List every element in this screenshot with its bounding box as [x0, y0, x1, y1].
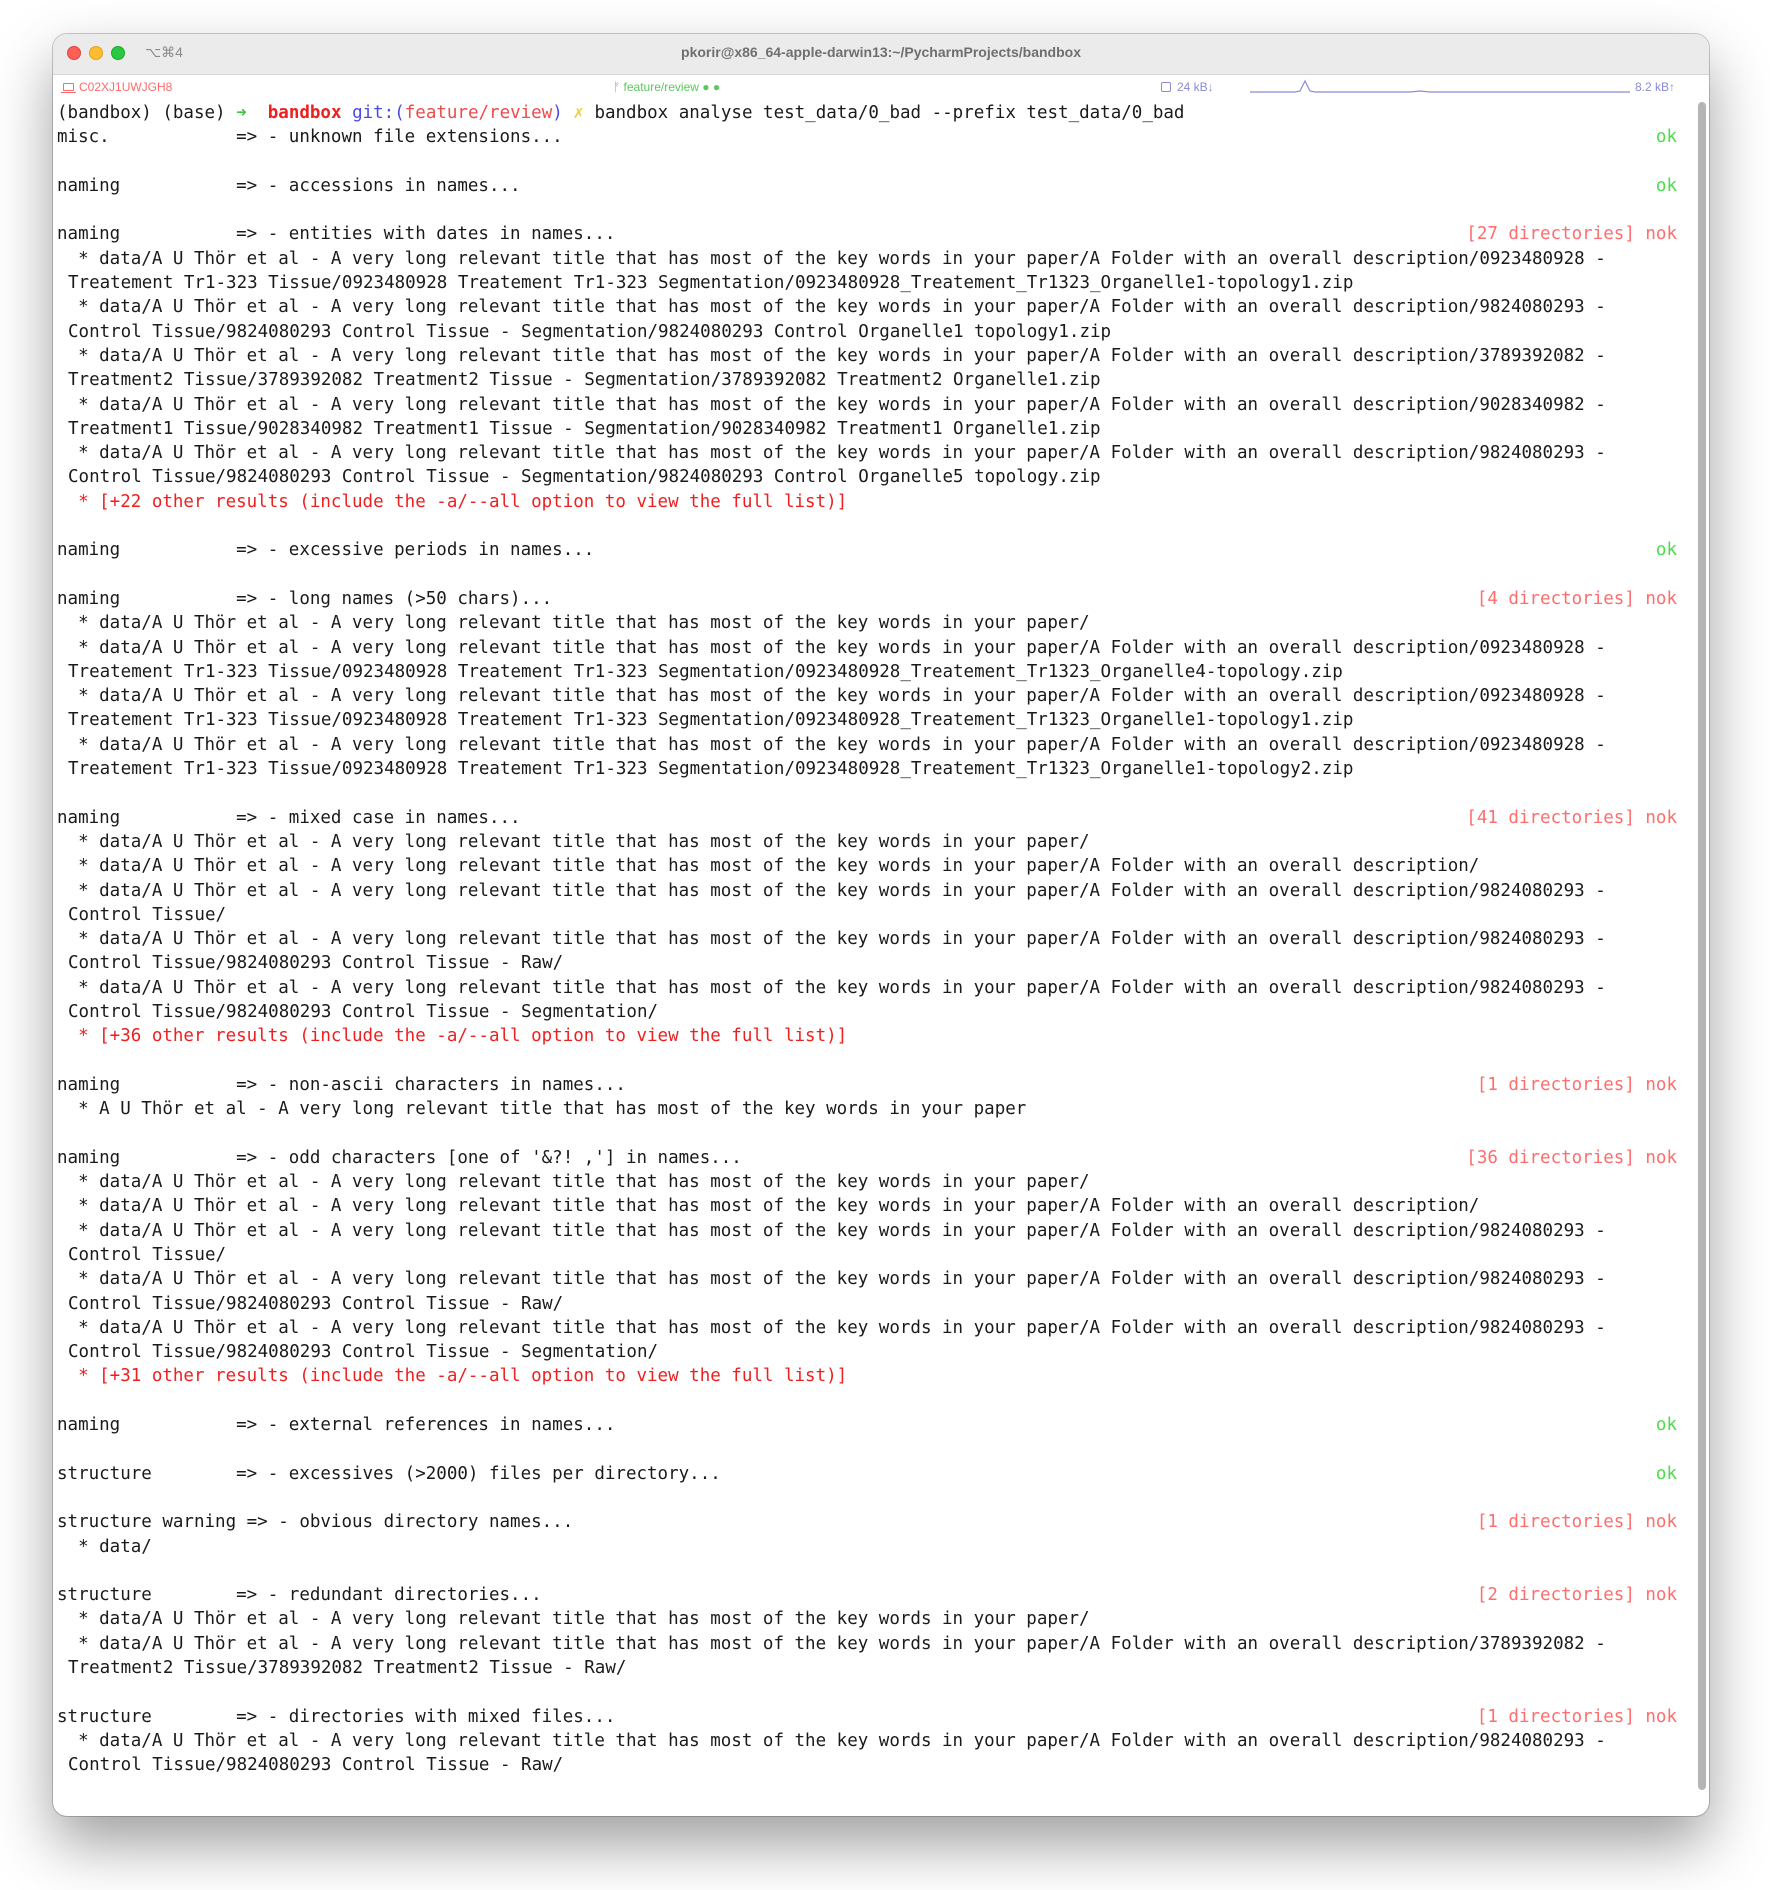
output-text: naming => - external references in names...	[57, 1415, 616, 1436]
output-text: * data/A U Thör et al - A very long relevant title that has most of the key words in your paper/A Folder with an overall description/9824080293 -	[57, 929, 1606, 950]
output-text: Treatement Tr1-323 Tissue/0923480928 Treatement Tr1-323 Segmentation/0923480928_Treatement_Tr1323_Organelle1-topology1.zip	[68, 710, 1354, 731]
output-line	[57, 247, 1677, 271]
output-line	[57, 879, 1677, 903]
prompt-dirty-flag: ✗	[573, 103, 584, 123]
result-status: ok	[1655, 175, 1677, 196]
output-line	[57, 660, 1677, 684]
output-line	[57, 222, 1677, 246]
output-text: Treatement Tr1-323 Tissue/0923480928 Treatement Tr1-323 Segmentation/0923480928_Treatement_Tr1323_Organelle1-topology2.zip	[68, 759, 1354, 780]
output-text: * data/A U Thör et al - A very long relevant title that has most of the key words in your paper/A Folder with an overall description/0923480928 -	[57, 734, 1606, 755]
output-line	[57, 587, 1677, 611]
output-line	[57, 368, 1677, 392]
output-line	[57, 198, 1677, 222]
prompt-git-suffix: )	[552, 103, 563, 123]
output-text: misc. => - unknown file extensions...	[57, 127, 563, 148]
prompt-branch: feature/review	[404, 103, 553, 123]
output-line	[57, 271, 1677, 295]
prompt-command: bandbox analyse test_data/0_bad --prefix test_data/0_bad	[594, 103, 1185, 123]
prompt-git-prefix: git:(	[352, 103, 405, 123]
host-status	[63, 80, 172, 94]
output-line	[57, 1753, 1677, 1777]
host-name: C02XJ1UWJGH8	[79, 80, 173, 94]
output-text: * data/A U Thör et al - A very long relevant title that has most of the key words in your paper/A Folder with an overall description/9824080293 -	[57, 297, 1606, 318]
result-status: ok	[1655, 127, 1677, 148]
output-text: * data/A U Thör et al - A very long relevant title that has most of the key words in your paper/A Folder with an overall description/3789392082 -	[57, 1633, 1606, 1654]
window-shortcut: ⌥⌘4	[145, 44, 183, 60]
output-text: * data/A U Thör et al - A very long relevant title that has most of the key words in your paper/A Folder with an overall description/9824080293 -	[57, 977, 1606, 998]
result-status: [1 directories] nok	[1476, 1706, 1677, 1727]
output-text: * A U Thör et al - A very long relevant title that has most of the key words in your paper	[57, 1099, 1027, 1120]
output-line	[57, 1413, 1677, 1437]
window-title: pkorir@x86_64-apple-darwin13:~/PycharmProjects/bandbox	[681, 44, 1081, 60]
output-text: Treatment2 Tissue/3789392082 Treatment2 Tissue - Segmentation/3789392082 Treatment2 Organelle1.zip	[68, 370, 1101, 391]
output-line	[57, 417, 1677, 441]
output-line	[57, 1535, 1677, 1559]
output-line	[57, 611, 1677, 635]
output-line	[57, 757, 1677, 781]
output-line	[57, 636, 1677, 660]
output-line	[57, 1462, 1677, 1486]
network-up: 8.2 kB↑	[1635, 80, 1676, 94]
output-text: Control Tissue/9824080293 Control Tissue - Raw/	[68, 1755, 564, 1776]
output-line	[57, 684, 1677, 708]
output-text: * data/A U Thör et al - A very long relevant title that has most of the key words in your paper/A Folder with an overall description/0923480928 -	[57, 248, 1606, 269]
output-text: Treatement Tr1-323 Tissue/0923480928 Treatement Tr1-323 Segmentation/0923480928_Treatement_Tr1323_Organelle4-topology.zip	[68, 661, 1343, 682]
output-line	[57, 490, 1677, 514]
output-line	[57, 1656, 1677, 1680]
output-text: * data/A U Thör et al - A very long relevant title that has most of the key words in your paper/	[57, 1172, 1090, 1193]
prompt-dir: bandbox	[267, 103, 342, 123]
output-line	[57, 927, 1677, 951]
laptop-icon	[63, 83, 74, 91]
scrollbar[interactable]	[1698, 102, 1706, 1790]
output-text: * [+36 other results (include the -a/--all option to view the full list)]	[57, 1026, 848, 1047]
output-text: Control Tissue/9824080293 Control Tissue - Segmentation/	[68, 1001, 659, 1022]
output-line	[57, 441, 1677, 465]
output-line	[57, 830, 1677, 854]
output-line	[57, 174, 1677, 198]
output-line	[57, 1705, 1677, 1729]
output-line	[57, 1316, 1677, 1340]
output-text: naming => - odd characters [one of '&?! ,'] in names...	[57, 1147, 742, 1168]
output-text: * data/A U Thör et al - A very long relevant title that has most of the key words in your paper/A Folder with an overall description/9824080293 -	[57, 443, 1606, 464]
result-status: [36 directories] nok	[1466, 1147, 1677, 1168]
output-text: structure warning => - obvious directory names...	[57, 1512, 574, 1533]
output-line	[57, 514, 1677, 538]
output-text: Control Tissue/9824080293 Control Tissue - Segmentation/	[68, 1342, 659, 1363]
output-line	[57, 976, 1677, 1000]
output-line	[57, 1340, 1677, 1364]
output-text: * data/A U Thör et al - A very long relevant title that has most of the key words in your paper/A Folder with an overall description/9824080293 -	[57, 880, 1606, 901]
output-text: naming => - long names (>50 chars)...	[57, 588, 553, 609]
output-text: Treatement Tr1-323 Tissue/0923480928 Treatement Tr1-323 Segmentation/0923480928_Treatement_Tr1323_Organelle1-topology1.zip	[68, 273, 1354, 294]
output-text: Treatment2 Tissue/3789392082 Treatment2 Tissue - Raw/	[68, 1658, 627, 1678]
output-line	[57, 1219, 1677, 1243]
output-text: * data/A U Thör et al - A very long relevant title that has most of the key words in your paper/A Folder with an overall description/9824080293 -	[57, 1220, 1606, 1241]
output-text: naming => - accessions in names...	[57, 175, 521, 196]
output-line	[57, 393, 1677, 417]
network-icon	[1161, 82, 1171, 92]
output-text: * data/A U Thör et al - A very long relevant title that has most of the key words in your paper/	[57, 1609, 1090, 1630]
output-text: * data/A U Thör et al - A very long relevant title that has most of the key words in your paper/A Folder with an overall description/9824080293 -	[57, 1269, 1606, 1290]
output-line	[57, 1097, 1677, 1121]
output-line	[57, 1559, 1677, 1583]
output-text: naming => - entities with dates in names...	[57, 224, 616, 245]
output-line	[57, 1364, 1677, 1388]
output-line	[57, 806, 1677, 830]
output-line	[57, 295, 1677, 319]
output-line	[57, 1073, 1677, 1097]
prompt-line	[57, 101, 1677, 125]
result-status: ok	[1655, 1415, 1677, 1436]
output-line	[57, 1583, 1677, 1607]
output-line	[57, 708, 1677, 732]
result-status: [41 directories] nok	[1466, 807, 1677, 828]
output-text: * data/A U Thör et al - A very long relevant title that has most of the key words in your paper/A Folder with an overall description/9824080293 -	[57, 1317, 1606, 1338]
status-bar	[53, 75, 1709, 99]
result-status: [4 directories] nok	[1476, 588, 1677, 609]
output-text: Control Tissue/9824080293 Control Tissue - Raw/	[68, 1293, 564, 1314]
output-text: structure => - directories with mixed files...	[57, 1706, 616, 1727]
output-text: * data/	[57, 1536, 152, 1557]
output-text: * [+22 other results (include the -a/--all option to view the full list)]	[57, 491, 848, 512]
output-text: Control Tissue/	[68, 904, 227, 925]
terminal-output[interactable]	[57, 101, 1677, 1801]
output-line	[57, 1607, 1677, 1631]
result-status: ok	[1655, 1463, 1677, 1484]
output-text: * data/A U Thör et al - A very long relevant title that has most of the key words in your paper/A Folder with an overall description/0923480928 -	[57, 637, 1606, 658]
output-line	[57, 1267, 1677, 1291]
output-line	[57, 538, 1677, 562]
output-line	[57, 951, 1677, 975]
output-line	[57, 1146, 1677, 1170]
output-line	[57, 1437, 1677, 1461]
output-text: naming => - mixed case in names...	[57, 807, 521, 828]
output-line	[57, 1632, 1677, 1656]
output-text: Control Tissue/9824080293 Control Tissue - Raw/	[68, 953, 564, 974]
title-bar[interactable]	[53, 34, 1709, 75]
output-line	[57, 1049, 1677, 1073]
output-line	[57, 320, 1677, 344]
output-line	[57, 1292, 1677, 1316]
output-text: * data/A U Thör et al - A very long relevant title that has most of the key words in your paper/A Folder with an overall description/9028340982 -	[57, 394, 1606, 415]
output-text: * data/A U Thör et al - A very long relevant title that has most of the key words in your paper/	[57, 831, 1090, 852]
output-text: naming => - excessive periods in names...	[57, 540, 595, 561]
output-text: * data/A U Thör et al - A very long relevant title that has most of the key words in your paper/A Folder with an overall description/	[57, 1196, 1480, 1217]
output-line	[57, 344, 1677, 368]
output-text: structure => - redundant directories...	[57, 1585, 542, 1606]
output-line	[57, 150, 1677, 174]
output-text: Treatment1 Tissue/9028340982 Treatment1 Tissue - Segmentation/9028340982 Treatment1 Organelle1.zip	[68, 418, 1101, 439]
output-text: * [+31 other results (include the -a/--all option to view the full list)]	[57, 1366, 848, 1387]
output-line	[57, 563, 1677, 587]
output-line	[57, 1000, 1677, 1024]
output-line	[57, 465, 1677, 489]
terminal-window	[53, 34, 1709, 1816]
output-text: Control Tissue/9824080293 Control Tissue - Segmentation/9824080293 Control Organelle1 topology1.zip	[68, 321, 1112, 342]
output-line	[57, 1389, 1677, 1413]
output-line	[57, 1729, 1677, 1753]
output-line	[57, 903, 1677, 927]
result-status: [1 directories] nok	[1476, 1074, 1677, 1095]
output-line	[57, 854, 1677, 878]
result-status: [27 directories] nok	[1466, 224, 1677, 245]
output-line	[57, 1243, 1677, 1267]
network-down: 24 kB↓	[1177, 80, 1214, 94]
output-line	[57, 125, 1677, 149]
prompt-env: (bandbox) (base)	[57, 103, 237, 123]
output-text: * data/A U Thör et al - A very long relevant title that has most of the key words in your paper/A Folder with an overall description/9824080293 -	[57, 1730, 1606, 1751]
output-text: * data/A U Thör et al - A very long relevant title that has most of the key words in your paper/A Folder with an overall description/3789392082 -	[57, 345, 1606, 366]
output-line	[57, 1510, 1677, 1534]
output-line	[57, 733, 1677, 757]
output-line	[57, 1194, 1677, 1218]
output-text: structure => - excessives (>2000) files per directory...	[57, 1463, 721, 1484]
result-status: ok	[1655, 540, 1677, 561]
network-status	[1161, 80, 1214, 94]
output-text: Control Tissue/	[68, 1244, 227, 1265]
result-status: [2 directories] nok	[1476, 1585, 1677, 1606]
output-line	[57, 781, 1677, 805]
result-status: [1 directories] nok	[1476, 1512, 1677, 1533]
output-text: * data/A U Thör et al - A very long relevant title that has most of the key words in your paper/A Folder with an overall description/0923480928 -	[57, 686, 1606, 707]
output-text: * data/A U Thör et al - A very long relevant title that has most of the key words in your paper/	[57, 613, 1090, 634]
network-sparkline	[1250, 79, 1630, 95]
git-branch-status: ᚠ feature/review ● ●	[613, 80, 721, 94]
output-line	[57, 1121, 1677, 1145]
output-line	[57, 1170, 1677, 1194]
output-line	[57, 1486, 1677, 1510]
output-text: * data/A U Thör et al - A very long relevant title that has most of the key words in your paper/A Folder with an overall description/	[57, 856, 1480, 877]
output-line	[57, 1680, 1677, 1704]
output-line	[57, 1024, 1677, 1048]
output-text: Control Tissue/9824080293 Control Tissue - Segmentation/9824080293 Control Organelle5 topology.zip	[68, 467, 1101, 488]
output-text: naming => - non-ascii characters in names...	[57, 1074, 626, 1095]
prompt-arrow: ➜	[236, 103, 247, 123]
